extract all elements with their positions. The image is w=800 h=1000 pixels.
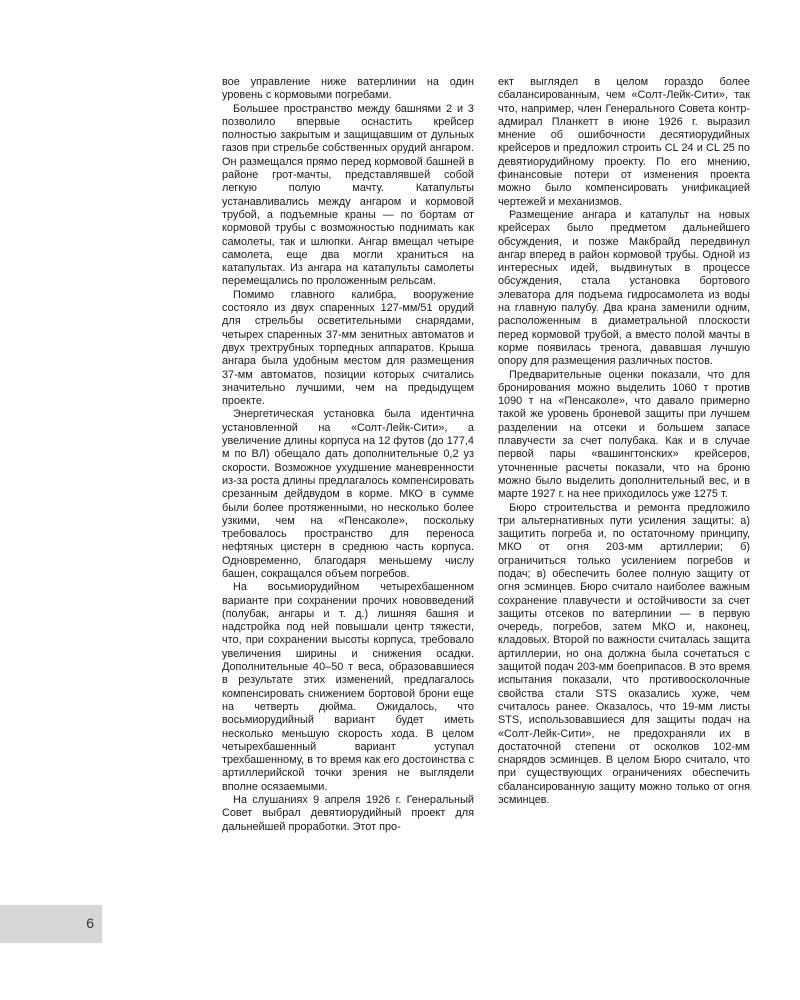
text-column-left <box>222 76 474 834</box>
paragraph: На слушаниях 9 апреля 1926 г. Генеральный Совет выбрал девятиорудийный проект для дальнейшей проработки. Этот про- <box>222 794 474 833</box>
paragraph: Энергетическая установка была идентична установленной на «Солт-Лейк-Сити», а увеличение длины корпуса на 12 футов (до 177,4 м по ВЛ) обещало дать дополнительные 0,2 уз скорости. Возможное ухудшение маневренности из-за роста длины предлагалось компенсировать срезанным дейдвудом в корме. МКО в сумме были более протяженными, но несколько более узкими, чем на «Пенсаколе», поскольку требовалось пространство для переноса нефтяных цистерн в среднюю часть корпуса. Одновременно, благодаря меньшему числу башен, сокращался объем погребов. <box>222 408 474 580</box>
paragraph: вое управление ниже ватерлинии на один уровень с кормовыми погребами. <box>222 76 474 102</box>
paragraph: Большее пространство между башнями 2 и 3 позволило впервые оснастить крейсер полностью закрытым и защищавшим от дульных газов при стрельбе собственных орудий ангаром. Он размещался прямо перед кормовой башней в районе грот-мачты, представлявшей собой легкую полую мачту. Катапульты устанавливались между ангаром и кормовой трубой, а подъемные краны — по бортам от кормовой трубы с возможностью поднимать как самолеты, так и шлюпки. Ангар вмещал четыре самолета, еще два могли храниться на катапультах. Из ангара на катапульты самолеты перемещались по проложенным рельсам. <box>222 102 474 288</box>
paragraph: На восьмиорудийном четырехбашенном варианте при сохранении прочих нововведений (полубак, ангары и т. д.) лишняя башня и надстройка под ней повышали центр тяжести, что, при сохранении высоты корпуса, требовало увеличения ширины и снижения осадки. Дополнительные 40–50 т веса, образовавшиеся в результате этих изменений, предлагалось компенсировать снижением бортовой брони еще на четверть дюйма. Ожидалось, что восьмиорудийный вариант будет иметь несколько меньшую скорость хода. В целом четырехбашенный вариант уступал трехбашенному, в то время как его достоинства с артиллерийской точки зрения не выглядели вполне осязаемыми. <box>222 581 474 793</box>
page-number: 6 <box>86 915 94 931</box>
page-number-tab <box>0 905 102 943</box>
paragraph: Размещение ангара и катапульт на новых крейсерах было предметом дальнейшего обсуждения, и позже Макбрайд передвинул ангар вперед в район кормовой трубы. Одной из интересных идей, выдвинутых в процессе обсуждения, стала установка бортового элеватора для подъема гидросамолета из воды на главную палубу. Два крана заменили одним, расположенным в диаметральной плоскости перед кормовой трубой, а вместо полой мачты в корме появилась тренога, дававшая лучшую опору для размещения различных постов. <box>498 208 750 368</box>
paragraph: Помимо главного калибра, вооружение состояло из двух спаренных 127-мм/51 орудий для стрельбы осветительными снарядами, четырех спаренных 37-мм зенитных автоматов и двух трехтрубных торпедных аппаратов. Крыша ангара была удобным местом для размещения 37-мм автоматов, позиции которых считались значительно лучшими, чем на предыдущем проекте. <box>222 288 474 408</box>
paragraph: Бюро строительства и ремонта предложило три альтернативных пути усиления защиты: а) защитить погреба и, по остаточному принципу, МКО от огня 203-мм артиллерии; б) ограничиться только усилением погребов и подач; в) обеспечить более полную защиту от огня эсминцев. Бюро считало наиболее важным сохранение плавучести и остойчивости за счет защиты отсеков по ватерлинии — в первую очередь, погребов, затем МКО и, наконец, кладовых. Второй по важности считалась защита артиллерии, но она должна была сочетаться с защитой подач 203-мм боеприпасов. В это время испытания показали, что противоосколочные свойства стали STS оказались хуже, чем считалось ранее. Оказалось, что 19-мм листы STS, использовавшиеся для защиты подач на «Солт-Лейк-Сити», не предохраняли их в достаточной степени от осколков 102-мм снарядов эсминцев. В целом Бюро считало, что при существующих ограничениях обеспечить сбалансированную защиту можно только от огня эсминцев. <box>498 501 750 807</box>
paragraph: Предварительные оценки показали, что для бронирования можно выделить 1060 т против 1090 т на «Пенсаколе», что давало примерно такой же уровень броневой защиты при лучшем разделении на отсеки и большем запасе плавучести за счет полубака. Как и в случае первой пары «вашингтонских» крейсеров, уточненные расчеты показали, что на броню можно было выделить дополнительный вес, и в марте 1927 г. на нее приходилось уже 1275 т. <box>498 368 750 501</box>
text-column-right <box>498 76 750 807</box>
paragraph: ект выглядел в целом гораздо более сбалансированным, чем «Солт-Лейк-Сити», так что, например, член Генерального Совета контр-адмирал Планкетт в июне 1926 г. выразил мнение об ошибочности десятиорудийных крейсеров и предложил строить CL 24 и CL 25 по девятиорудийному проекту. По его мнению, финансовые потери от изменения проекта можно было компенсировать унификацией чертежей и механизмов. <box>498 76 750 208</box>
